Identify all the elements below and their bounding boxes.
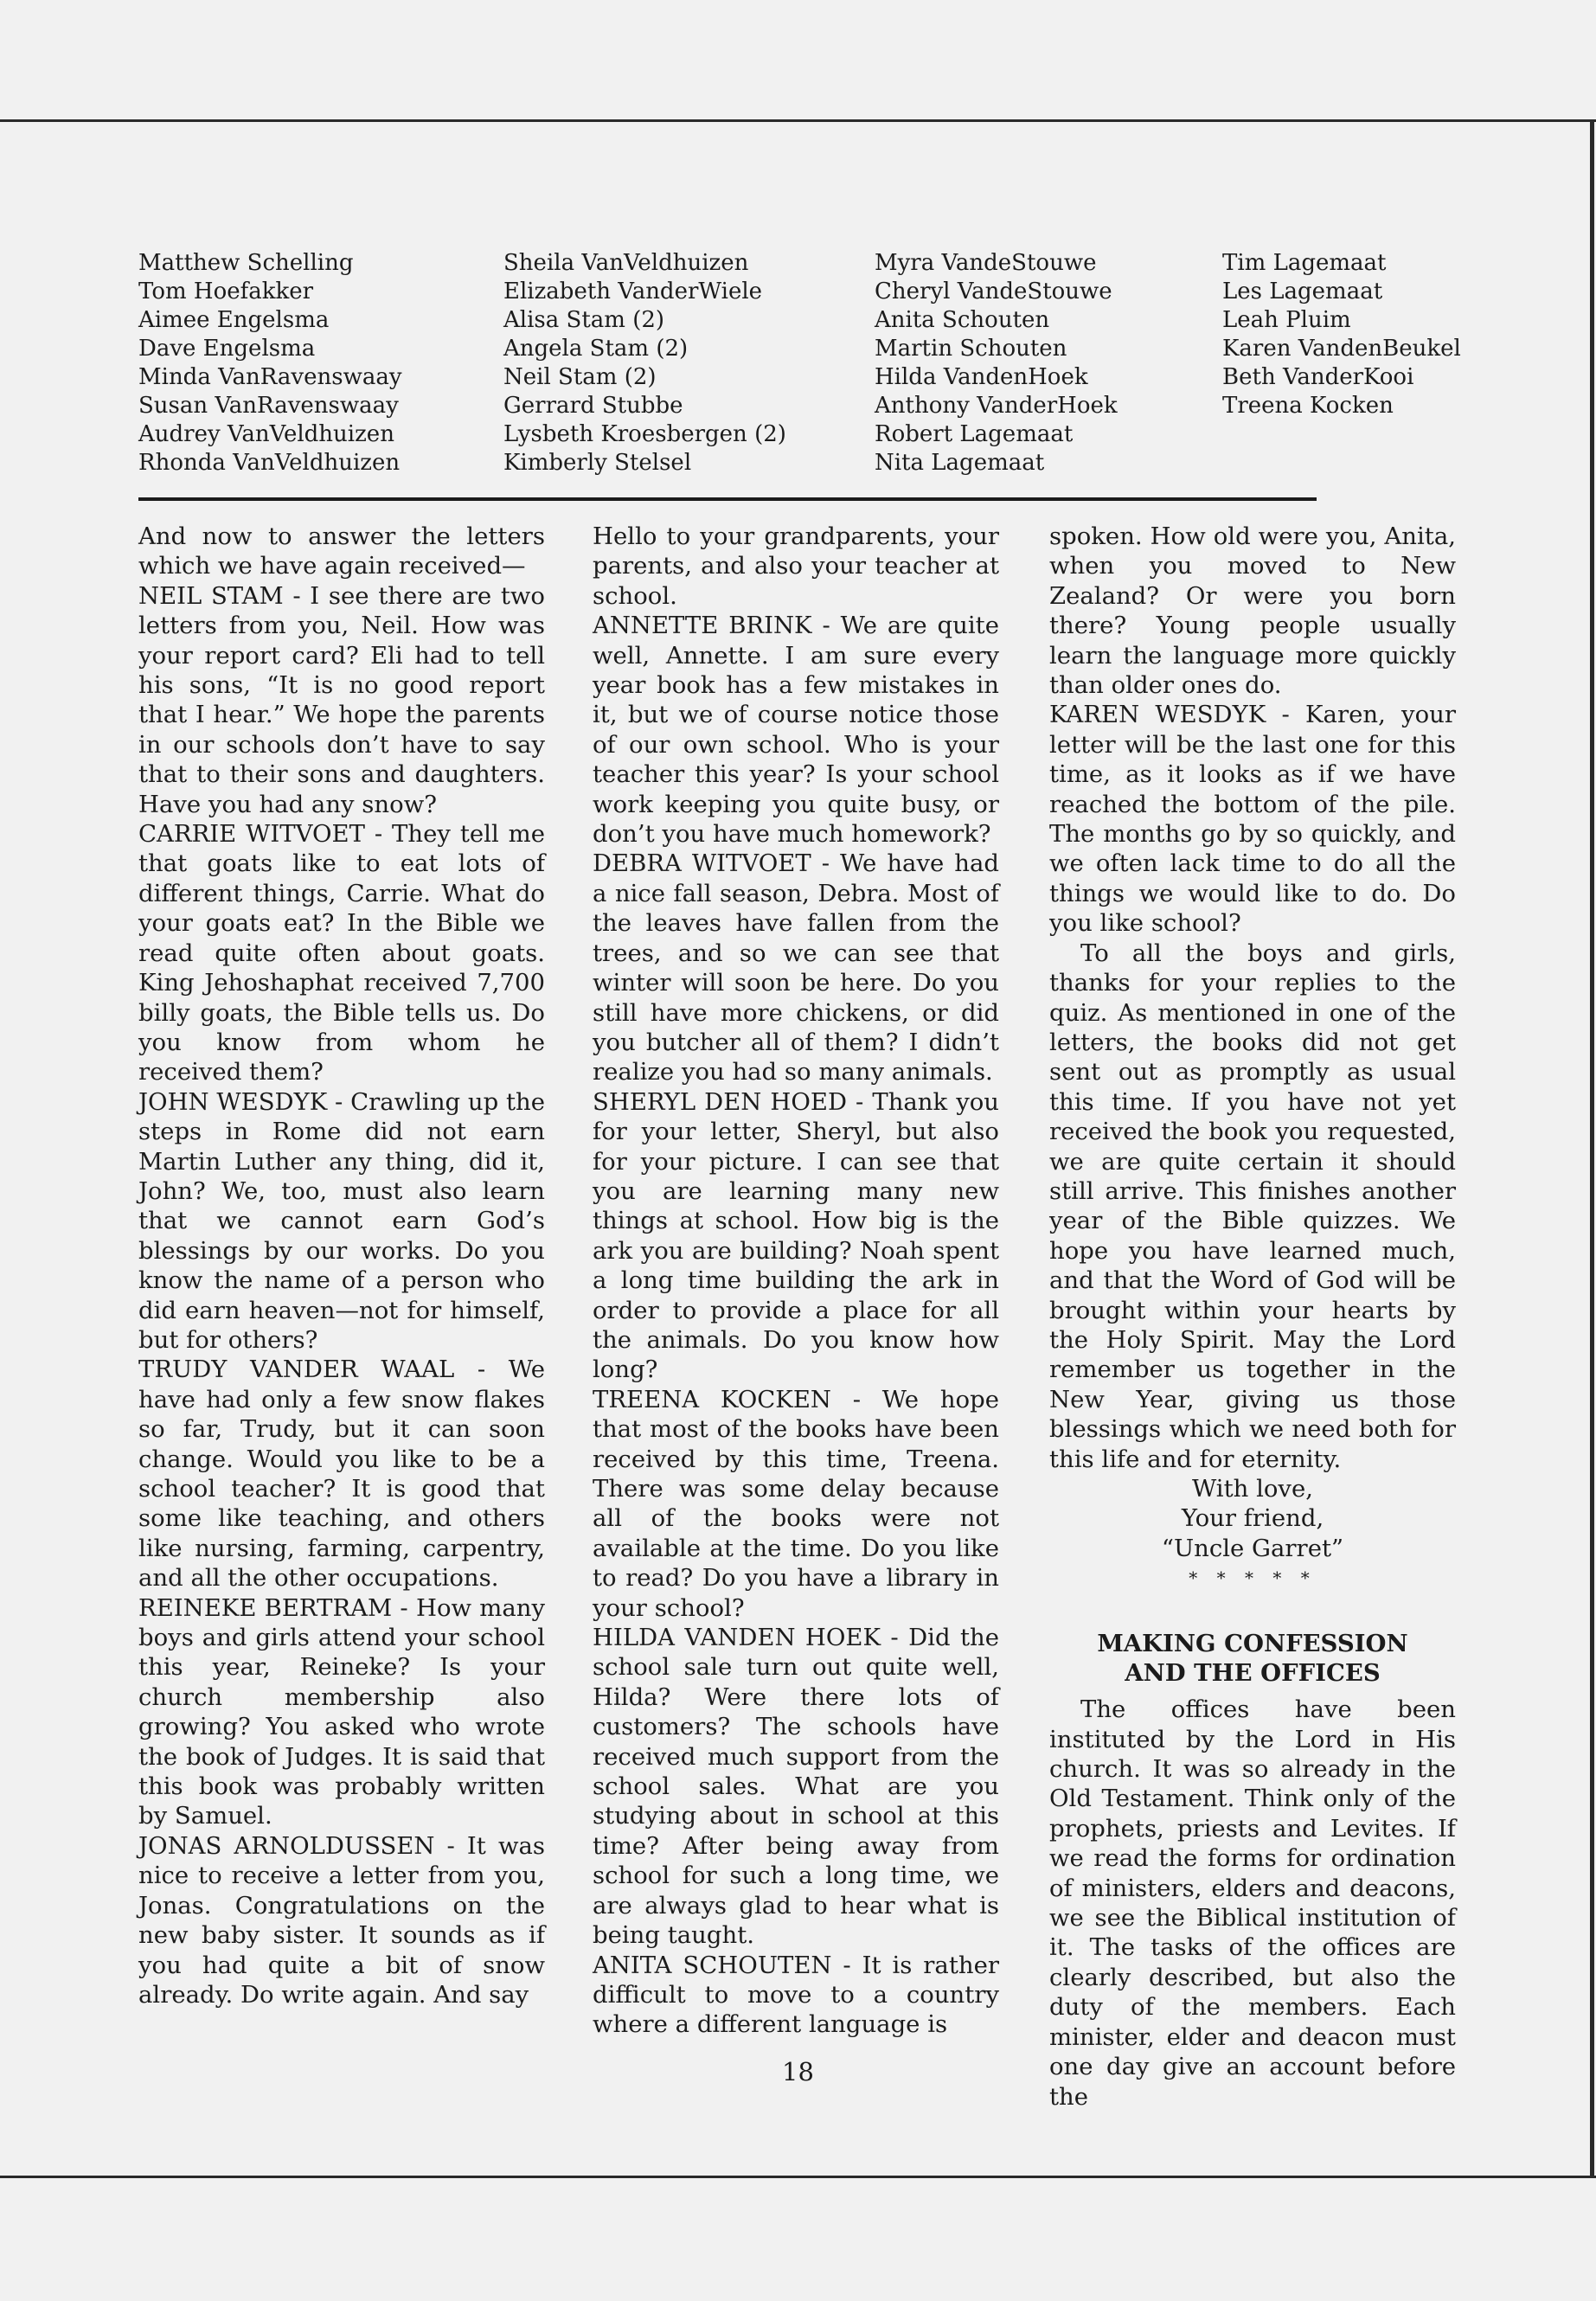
paragraph: TREENA KOCKEN - We hope that most of the books have been received by this time, Treena. There was some delay because all of the books were not available at the time. Do you like to read? Do you have a library in your school?	[593, 1385, 999, 1622]
name-entry: Myra VandeStouwe	[875, 250, 1097, 276]
paragraph: SHERYL DEN HOED - Thank you for your letter, Sheryl, but also for your picture. I can see that you are learning many new things at school. How big is the ark you are building? Noah spent a long time building the ark in order to provide a place for all the animals. Do you know how long?	[593, 1087, 999, 1384]
paragraph: HILDA VANDEN HOEK - Did the school sale turn out quite well, Hilda? Were there lots of customers? The schools have received much support from the school sales. What are you studying about in school at this time? After being away from school for such a long time, we are always glad to hear what is being taught.	[593, 1624, 999, 1950]
name-entry: Kimberly Stelsel	[503, 450, 692, 476]
name-entry: Anita Schouten	[875, 307, 1050, 333]
article-heading-line-2: AND THE OFFICES	[1125, 1659, 1381, 1688]
name-entry: Gerrard Stubbe	[503, 393, 683, 419]
paragraph: NEIL STAM - I see there are two letters from you, Neil. How was your report card? Eli had to tell his sons, “It is no good report that I hear.” We hope the parents in our schools don’t have to say that to their sons and daughters. Have you had any snow?	[138, 581, 545, 818]
name-entry: Tom Hoefakker	[138, 279, 314, 304]
names-list	[0, 249, 1596, 474]
paragraph: KAREN WESDYK - Karen, your letter will be the last one for this time, as it looks as if we have reached the bottom of the pile. The months go by so quickly, and we often lack time to do all the things we would like to do. Do you like school?	[1049, 701, 1456, 938]
name-entry: Lysbeth Kroesbergen (2)	[503, 421, 786, 447]
name-entry: Neil Stam (2)	[503, 364, 657, 390]
name-entry: Elizabeth VanderWiele	[503, 279, 763, 304]
name-entry: Beth VanderKooi	[1222, 364, 1414, 390]
name-entry: Nita Lagemaat	[875, 450, 1045, 476]
closing-friend: Your friend,	[1181, 1504, 1324, 1533]
bottom-border-rule	[0, 2176, 1596, 2178]
name-entry: Karen VandenBeukel	[1222, 336, 1461, 362]
paragraph: CARRIE WITVOET - They tell me that goats like to eat lots of different things, Carrie. What do your goats eat? In the Bible we read quite often about goats. King Jehoshaphat received 7,700 billy goats, the Bible tells us. Do you know from whom he received them?	[138, 820, 545, 1086]
name-entry: Les Lagemaat	[1222, 279, 1383, 304]
article-heading-line-1: MAKING CONFESSION	[1097, 1630, 1408, 1658]
name-entry: Leah Pluim	[1222, 307, 1351, 333]
name-entry: Hilda VandenHoek	[875, 364, 1088, 390]
top-border-rule	[0, 119, 1596, 122]
names-column-2	[503, 249, 849, 478]
name-entry: Minda VanRavenswaay	[138, 364, 402, 390]
names-divider-rule	[138, 497, 1317, 501]
article-heading	[1049, 1629, 1456, 1688]
letters-column-3	[1049, 522, 1456, 2111]
letters-column-1	[138, 522, 545, 2027]
article-paragraph: The offices have been instituted by the Lord in His church. It was so already in the Old Testament. Think only of the prophets, priests and Levites. If we read the forms for ordination of ministers, elders and deacons, we see the Biblical institution of it. The tasks of the offices are clearly described, but also the duty of the members. Each minister, elder and deacon must one day give an account before the	[1049, 1695, 1456, 2111]
name-entry: Aimee Engelsma	[138, 307, 330, 333]
names-column-4	[1222, 249, 1568, 420]
name-entry: Rhonda VanVeldhuizen	[138, 450, 401, 476]
paragraph: Hello to your grandparents, your parents, and also your teacher at school.	[593, 522, 999, 610]
name-entry: Cheryl VandeStouwe	[875, 279, 1112, 304]
page-number: 18	[782, 2057, 814, 2086]
section-separator: * * * * *	[1189, 1567, 1317, 1589]
paragraph: ANITA SCHOUTEN - It is rather difficult to move to a country where a different language is	[593, 1951, 999, 2039]
paragraph: JONAS ARNOLDUSSEN - It was nice to receive a letter from you, Jonas. Congratulations on the new baby sister. It sounds as if you had quite a bit of snow already. Do write again. And say	[138, 1831, 545, 2009]
name-entry: Tim Lagemaat	[1222, 250, 1387, 276]
name-entry: Robert Lagemaat	[875, 421, 1074, 447]
name-entry: Anthony VanderHoek	[875, 393, 1118, 419]
name-entry: Sheila VanVeldhuizen	[503, 250, 749, 276]
name-entry: Audrey VanVeldhuizen	[138, 421, 394, 447]
name-entry: Matthew Schelling	[138, 250, 354, 276]
letters-column-2	[593, 522, 999, 2039]
name-entry: Susan VanRavenswaay	[138, 393, 399, 419]
closing-paragraph: To all the boys and girls, thanks for your replies to the quiz. As mentioned in one of the letters, the books did not get sent out as promptly as usual this time. If you have not yet received the book you requested, we are quite certain it should still arrive. This finishes another year of the Bible quizzes. We hope you have learned much, and that the Word of God will be brought within your hearts by the Holy Spirit. May the Lord remember us together in the New Year, giving us those blessings which we need both for this life and for eternity.	[1049, 939, 1456, 1473]
paragraph: TRUDY VANDER WAAL - We have had only a few snow flakes so far, Trudy, but it can soon change. Would you like to be a school teacher? It is good that some like teaching, and others like nursing, farming, carpentry, and all the other occupations.	[138, 1356, 545, 1593]
name-entry: Martin Schouten	[875, 336, 1067, 362]
name-entry: Alisa Stam (2)	[503, 307, 665, 333]
paragraph: And now to answer the letters which we have again received—	[138, 522, 545, 580]
names-column-3	[875, 249, 1221, 478]
paragraph: ANNETTE BRINK - We are quite well, Annette. I am sure every year book has a few mistakes in it, but we of course notice those of our own school. Who is your teacher this year? Is your school work keeping you quite busy, or don’t you have much homework?	[593, 612, 999, 849]
name-entry: Angela Stam (2)	[503, 336, 689, 362]
name-entry: Treena Kocken	[1222, 393, 1394, 419]
signature: “Uncle Garret”	[1161, 1534, 1344, 1562]
closing-salutation: With love,	[1192, 1475, 1313, 1503]
paragraph: spoken. How old were you, Anita, when you moved to New Zealand? Or were you born there? Young people usually learn the language more quickly than older ones do.	[1049, 522, 1456, 700]
paragraph: JOHN WESDYK - Crawling up the steps in Rome did not earn Martin Luther any thing, did it, John? We, too, must also learn that we cannot earn God’s blessings by our works. Do you know the name of a person who did earn heaven—not for himself, but for others?	[138, 1087, 545, 1354]
name-entry: Dave Engelsma	[138, 336, 316, 362]
paragraph: REINEKE BERTRAM - How many boys and girls attend your school this year, Reineke? Is your church membership also growing? You asked who wrote the book of Judges. It is said that this book was probably written by Samuel.	[138, 1593, 545, 1830]
names-column-1	[138, 249, 484, 478]
paragraph: DEBRA WITVOET - We have had a nice fall season, Debra. Most of the leaves have fallen from the trees, and so we can see that winter will soon be here. Do you still have more chickens, or did you butcher all of them? I didn’t realize you had so many animals.	[593, 849, 999, 1086]
